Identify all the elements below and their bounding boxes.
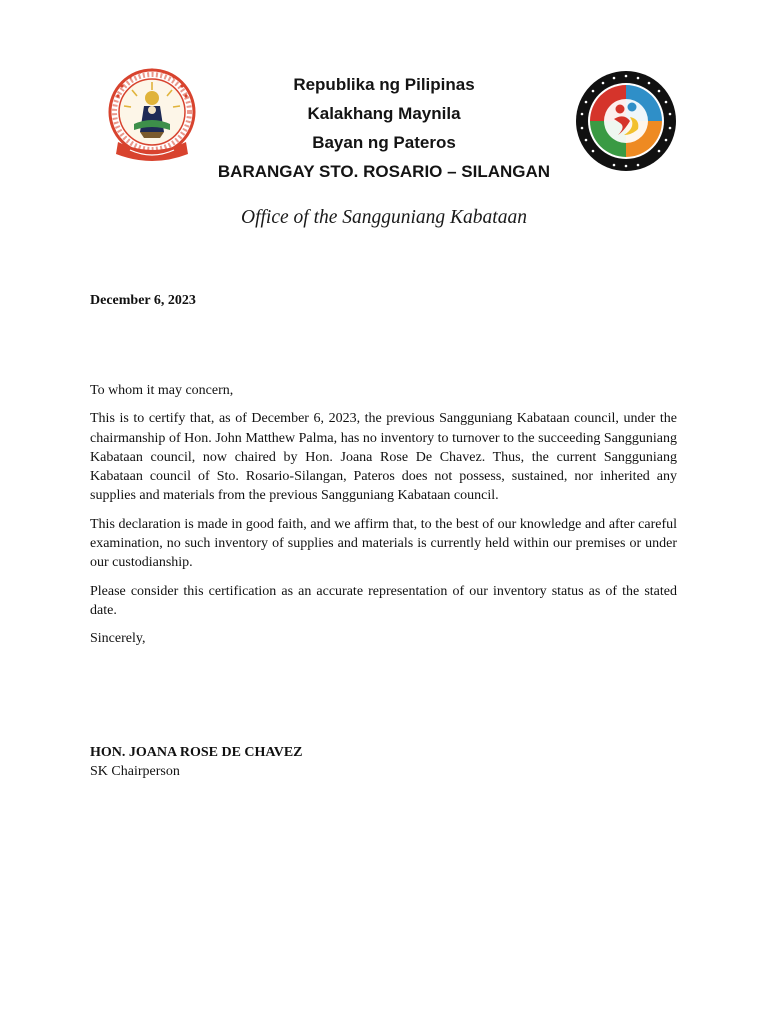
header-region: Kalakhang Maynila [307,104,461,123]
signature-block [90,743,303,781]
sk-council-seal-icon [574,69,678,173]
signatory-name: HON. JOANA ROSE DE CHAVEZ [90,745,303,760]
header-municipality: Bayan ng Pateros [312,133,456,152]
office-title: Office of the Sangguniang Kabataan [241,207,527,228]
header-barangay: BARANGAY STO. ROSARIO – SILANGAN [217,162,551,181]
signatory-title: SK Chairperson [90,764,180,779]
paragraph-declaration: This declaration is made in good faith, and we affirm that, to the best of our knowledge and after careful examination, no such inventory of supplies and materials is currently held within our premises or under our custodianship. [90,516,677,571]
letter-date: December 6, 2023 [90,293,196,308]
barangay-seal-icon [104,66,200,172]
letter-body [90,381,677,658]
paragraph-request: Please consider this certification as an accurate representation of our inventory status as of the stated date. [90,583,677,618]
header-country: Republika ng Pilipinas [293,75,475,94]
closing: Sincerely, [90,631,146,647]
salutation: To whom it may concern, [90,383,234,398]
letterhead [200,70,568,186]
paragraph-certification: This is to certify that, as of December 6, 2023, the previous Sangguniang Kabataan council, under the chairmanship of Hon. John Matthew Palma, has no inventory to turnover to the succeeding Sangguniang Kabataan council, now chaired by Hon. Joana Rose De Chavez. Thus, the current Sangguniang Kabataan council of Sto. Rosario-Silangan, Pateros does not possess, sustained, nor inherited any supplies and materials from the previous Sangguniang Kabataan council. [90,411,677,504]
